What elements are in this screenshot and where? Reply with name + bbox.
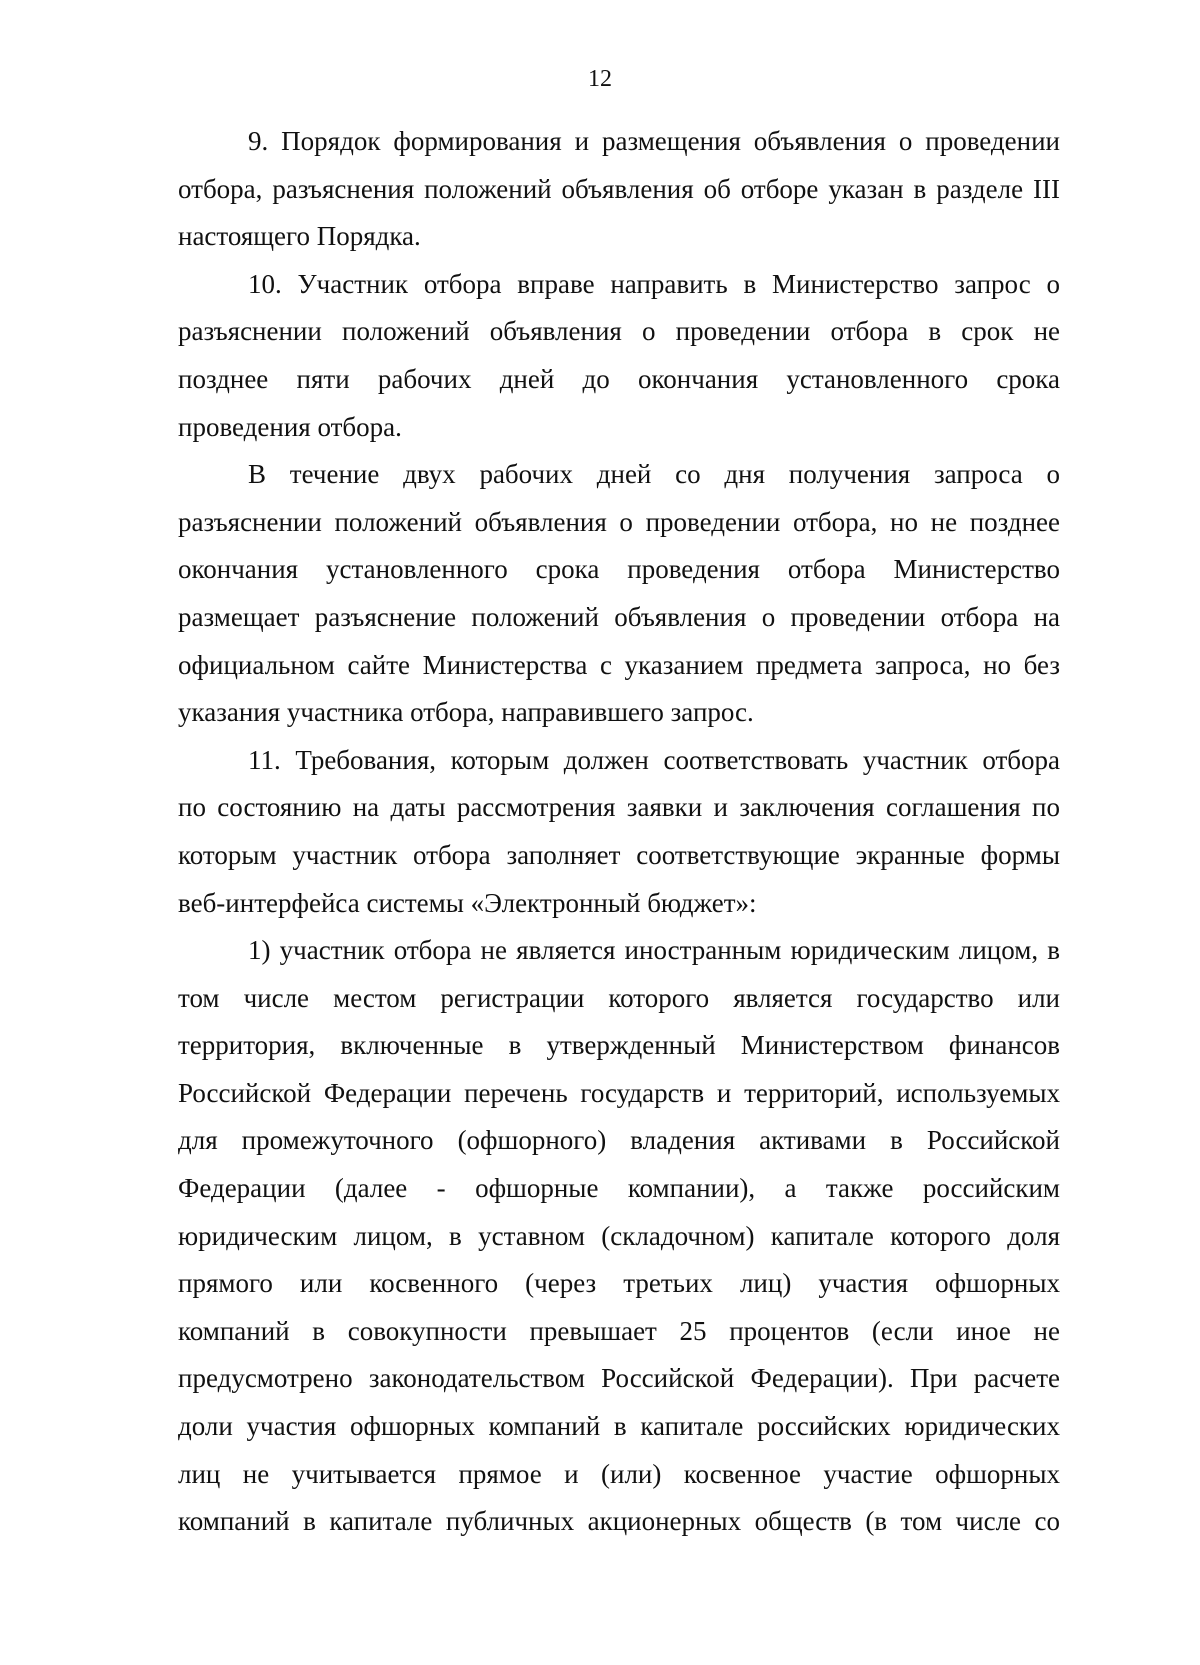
text-line: Российской Федерации перечень государств и территорий, используемых bbox=[178, 1077, 1060, 1108]
text-line: 10. Участник отбора вправе направить в Министерство запрос о bbox=[248, 268, 1060, 299]
text-line: которым участник отбора заполняет соответствующие экранные формы bbox=[178, 839, 1060, 870]
text-line: лиц не учитывается прямое и (или) косвенное участие офшорных bbox=[178, 1458, 1060, 1489]
page-number: 12 bbox=[588, 66, 612, 92]
text-line: разъяснении положений объявления о проведении отбора в срок не bbox=[178, 316, 1060, 347]
paragraph bbox=[178, 261, 1060, 451]
paragraph bbox=[178, 737, 1060, 927]
text-line: В течение двух рабочих дней со дня получения запроса о bbox=[248, 459, 1060, 490]
text-line: настоящего Порядка. bbox=[178, 221, 421, 252]
text-line: позднее пяти рабочих дней до окончания установленного срока bbox=[178, 363, 1060, 394]
text-line: для промежуточного (офшорного) владения активами в Российской bbox=[178, 1125, 1060, 1156]
text-line: указания участника отбора, направившего запрос. bbox=[178, 697, 754, 728]
text-line: проведения отбора. bbox=[178, 411, 402, 442]
text-line: территория, включенные в утвержденный Министерством финансов bbox=[178, 1030, 1060, 1061]
paragraph bbox=[178, 118, 1060, 261]
text-line: предусмотрено законодательством Российской Федерации). При расчете bbox=[178, 1363, 1060, 1394]
text-line: компаний в капитале публичных акционерных обществ (в том числе со bbox=[178, 1506, 1060, 1537]
text-line: прямого или косвенного (через третьих лиц) участия офшорных bbox=[178, 1268, 1060, 1299]
text-line: 1) участник отбора не является иностранным юридическим лицом, в bbox=[248, 935, 1060, 966]
text-line: отбора, разъяснения положений объявления об отборе указан в разделе III bbox=[178, 173, 1060, 204]
text-line: 11. Требования, которым должен соответствовать участник отбора bbox=[248, 744, 1060, 775]
text-line: юридическим лицом, в уставном (складочном) капитале которого доля bbox=[178, 1220, 1060, 1251]
text-line: том числе местом регистрации которого является государство или bbox=[178, 982, 1060, 1013]
text-line: компаний в совокупности превышает 25 процентов (если иное не bbox=[178, 1315, 1060, 1346]
text-line: размещает разъяснение положений объявления о проведении отбора на bbox=[178, 601, 1060, 632]
text-line: 9. Порядок формирования и размещения объявления о проведении bbox=[248, 126, 1060, 156]
text-line: разъяснении положений объявления о проведении отбора, но не позднее bbox=[178, 506, 1060, 537]
text-line: окончания установленного срока проведения отбора Министерство bbox=[178, 554, 1060, 585]
text-line: официальном сайте Министерства с указанием предмета запроса, но без bbox=[178, 649, 1060, 680]
text-line: по состоянию на даты рассмотрения заявки и заключения соглашения по bbox=[178, 792, 1060, 823]
text-line: доли участия офшорных компаний в капитале российских юридических bbox=[178, 1411, 1060, 1442]
text-line: Федерации (далее - офшорные компании), а также российским bbox=[178, 1173, 1060, 1204]
document-body bbox=[178, 118, 1060, 1546]
paragraph bbox=[178, 927, 1060, 1546]
text-line: веб-интерфейса системы «Электронный бюджет»: bbox=[178, 887, 757, 918]
paragraph bbox=[178, 451, 1060, 737]
